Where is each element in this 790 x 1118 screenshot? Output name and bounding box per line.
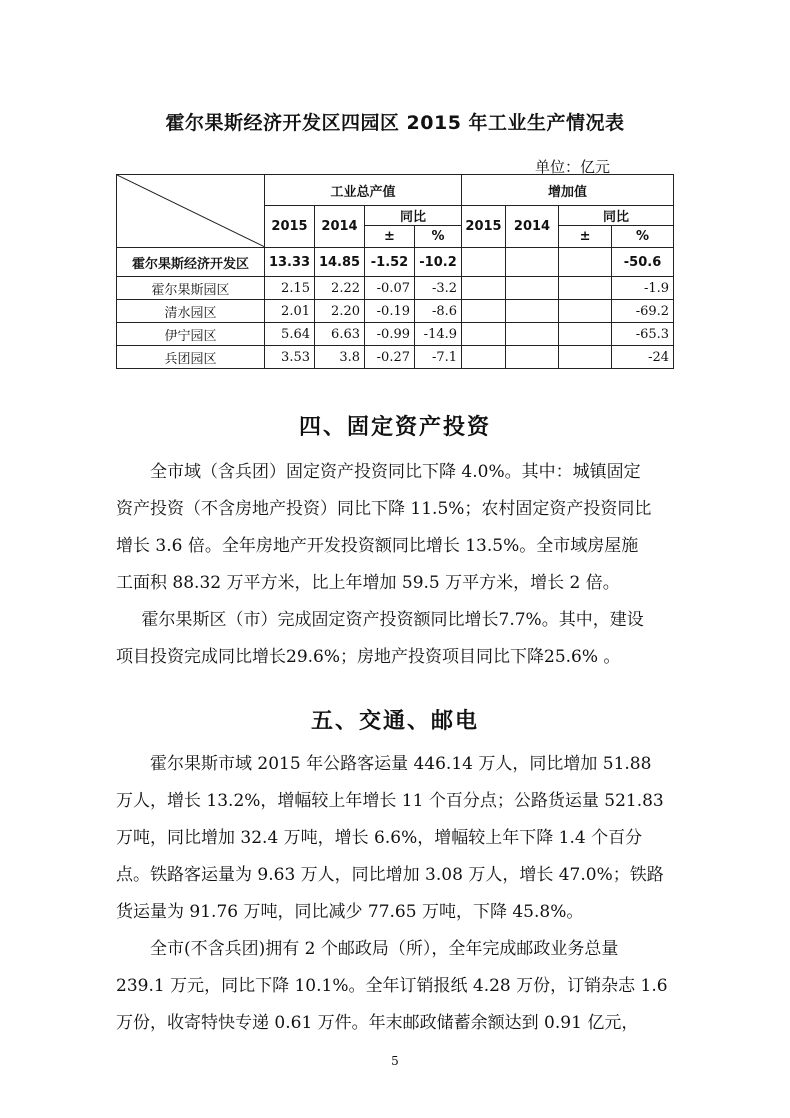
cell-diff: -0.99 <box>365 323 415 346</box>
cell-added-pct: -1.9 <box>612 277 674 300</box>
paragraph-investment-citywide <box>116 454 676 602</box>
cell-pct: -3.2 <box>415 277 462 300</box>
cell-added-2014 <box>506 300 559 323</box>
text-line: 万人，增长 13.2%，增幅较上年增长 11 个百分点；公路货运量 521.83 <box>116 791 664 811</box>
cell-2015: 2.01 <box>265 300 315 323</box>
row-name: 霍尔果斯经济开发区 <box>117 248 265 277</box>
table-row <box>117 346 674 369</box>
cell-2015: 3.53 <box>265 346 315 369</box>
header-added-percent: % <box>612 226 674 248</box>
header-percent: % <box>415 226 462 248</box>
cell-added-diff <box>559 323 612 346</box>
text-line: 工面积 88.32 万平方米，比上年增加 59.5 万平方米，增长 2 倍。 <box>116 573 620 593</box>
table-title: 霍尔果斯经济开发区四园区 2015 年工业生产情况表 <box>165 112 625 134</box>
header-output-value: 工业总产值 <box>265 175 462 206</box>
section-heading-transport: 五、交通、邮电 <box>310 709 479 734</box>
diagonal-header-cell <box>117 175 265 248</box>
cell-added-diff <box>559 248 612 277</box>
cell-2014: 2.20 <box>315 300 365 323</box>
header-added-2014: 2014 <box>506 206 559 248</box>
cell-2015: 5.64 <box>265 323 315 346</box>
cell-added-2014 <box>506 323 559 346</box>
row-name: 兵团园区 <box>117 346 265 369</box>
text-line: 霍尔果斯区（市）完成固定资产投资额同比增长7.7%。其中，建设 <box>141 610 644 630</box>
section-heading-investment: 四、固定资产投资 <box>298 415 491 440</box>
text-line: 项目投资完成同比增长29.6%；房地产投资项目同比下降25.6% 。 <box>116 647 621 667</box>
cell-diff: -0.19 <box>365 300 415 323</box>
cell-added-2014 <box>506 277 559 300</box>
cell-added-2015 <box>462 346 506 369</box>
cell-added-pct: -24 <box>612 346 674 369</box>
text-line: 货运量为 91.76 万吨，同比减少 77.65 万吨，下降 45.8%。 <box>116 902 584 922</box>
header-added-2015: 2015 <box>462 206 506 248</box>
cell-2014: 3.8 <box>315 346 365 369</box>
header-plusminus: ± <box>365 226 415 248</box>
cell-2014: 6.63 <box>315 323 365 346</box>
cell-diff: -1.52 <box>365 248 415 277</box>
page-number: 5 <box>391 1054 399 1068</box>
diagonal-line <box>117 175 265 247</box>
text-line: 资产投资（不含房地产投资）同比下降 11.5%；农村固定资产投资同比 <box>116 499 652 519</box>
row-name: 伊宁园区 <box>117 323 265 346</box>
cell-2014: 2.22 <box>315 277 365 300</box>
table-row <box>117 277 674 300</box>
cell-pct: -8.6 <box>415 300 462 323</box>
text-line: 增长 3.6 倍。全年房地产开发投资额同比增长 13.5%。全市域房屋施 <box>116 536 639 556</box>
cell-added-diff <box>559 346 612 369</box>
header-added-yoy: 同比 <box>559 206 674 226</box>
cell-added-2015 <box>462 300 506 323</box>
cell-added-2015 <box>462 323 506 346</box>
cell-added-2015 <box>462 277 506 300</box>
cell-added-pct: -69.2 <box>612 300 674 323</box>
cell-added-diff <box>559 300 612 323</box>
text-line: 全市域（含兵团）固定资产投资同比下降 4.0%。其中：城镇固定 <box>150 462 641 482</box>
text-line: 霍尔果斯市域 2015 年公路客运量 446.14 万人，同比增加 51.88 <box>150 754 652 774</box>
industry-production-table <box>116 174 674 369</box>
cell-added-diff <box>559 277 612 300</box>
cell-added-2014 <box>506 248 559 277</box>
cell-pct: -10.2 <box>415 248 462 277</box>
header-year-2014: 2014 <box>315 206 365 248</box>
header-added-value: 增加值 <box>462 175 674 206</box>
cell-added-2014 <box>506 346 559 369</box>
table-row <box>117 300 674 323</box>
text-line: 全市(不含兵团)拥有 2 个邮政局（所），全年完成邮政业务总量 <box>150 939 619 959</box>
cell-added-pct: -65.3 <box>612 323 674 346</box>
cell-2014: 14.85 <box>315 248 365 277</box>
header-yoy: 同比 <box>365 206 462 226</box>
text-line: 点。铁路客运量为 9.63 万人，同比增加 3.08 万人，增长 47.0%；铁路 <box>116 865 664 885</box>
paragraph-transport <box>116 746 676 931</box>
cell-diff: -0.07 <box>365 277 415 300</box>
cell-pct: -7.1 <box>415 346 462 369</box>
table-row <box>117 323 674 346</box>
header-year-2015: 2015 <box>265 206 315 248</box>
cell-2015: 2.15 <box>265 277 315 300</box>
row-name: 清水园区 <box>117 300 265 323</box>
row-name: 霍尔果斯园区 <box>117 277 265 300</box>
table-row <box>117 248 674 277</box>
cell-diff: -0.27 <box>365 346 415 369</box>
header-added-plusminus: ± <box>559 226 612 248</box>
text-line: 239.1 万元，同比下降 10.1%。全年订销报纸 4.28 万份，订销杂志 1.6 <box>116 976 668 996</box>
paragraph-postal <box>116 931 676 1042</box>
cell-added-pct: -50.6 <box>612 248 674 277</box>
table-unit: 单位：亿元 <box>535 158 611 176</box>
cell-added-2015 <box>462 248 506 277</box>
text-line: 万吨，同比增加 32.4 万吨，增长 6.6%，增幅较上年下降 1.4 个百分 <box>116 828 643 848</box>
paragraph-investment-district <box>116 602 676 676</box>
text-line: 万份，收寄特快专递 0.61 万件。年末邮政储蓄余额达到 0.91 亿元， <box>116 1013 639 1033</box>
cell-2015: 13.33 <box>265 248 315 277</box>
cell-pct: -14.9 <box>415 323 462 346</box>
